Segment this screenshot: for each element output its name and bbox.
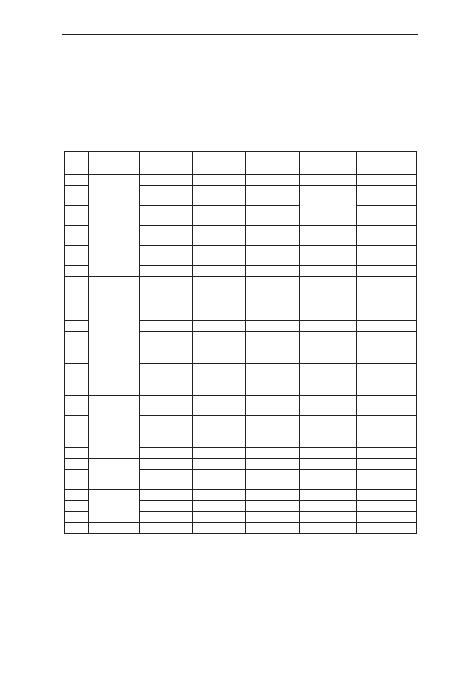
cell-name bbox=[140, 470, 193, 490]
cell-note bbox=[357, 175, 417, 186]
cell-no bbox=[65, 226, 89, 246]
cell-note bbox=[357, 364, 417, 396]
cell-current bbox=[246, 490, 300, 501]
cell-note bbox=[357, 226, 417, 246]
cell-position bbox=[89, 396, 140, 459]
cell-distance bbox=[193, 523, 246, 534]
cell-history bbox=[300, 266, 357, 277]
cell-name bbox=[140, 459, 193, 470]
cell-position bbox=[89, 490, 140, 523]
cell-current bbox=[246, 501, 300, 512]
cell-no bbox=[65, 501, 89, 512]
cell-note bbox=[357, 246, 417, 266]
cell-no bbox=[65, 512, 89, 523]
cell-no bbox=[65, 448, 89, 459]
cell-distance bbox=[193, 459, 246, 470]
cell-history bbox=[300, 321, 357, 332]
cell-note bbox=[357, 396, 417, 416]
history-table bbox=[64, 151, 417, 534]
col-header-position bbox=[89, 152, 140, 175]
cell-current bbox=[246, 206, 300, 226]
col-header-history bbox=[300, 152, 357, 175]
cell-note bbox=[357, 501, 417, 512]
cell-position bbox=[89, 277, 140, 396]
cell-distance bbox=[193, 448, 246, 459]
cell-current bbox=[246, 448, 300, 459]
cell-history bbox=[300, 332, 357, 364]
table-row bbox=[65, 396, 417, 416]
cell-history bbox=[300, 501, 357, 512]
cell-note bbox=[357, 523, 417, 534]
cell-no bbox=[65, 459, 89, 470]
cell-no bbox=[65, 175, 89, 186]
cell-name bbox=[140, 277, 193, 321]
cell-distance bbox=[193, 175, 246, 186]
cell-current bbox=[246, 277, 300, 321]
cell-position bbox=[89, 523, 140, 534]
cell-history bbox=[300, 396, 357, 416]
cell-name bbox=[140, 448, 193, 459]
cell-no bbox=[65, 490, 89, 501]
col-header-distance bbox=[193, 152, 246, 175]
cell-distance bbox=[193, 277, 246, 321]
cell-history bbox=[300, 459, 357, 470]
table-body bbox=[65, 175, 417, 534]
cell-history bbox=[300, 490, 357, 501]
cell-history bbox=[300, 277, 357, 321]
cell-distance bbox=[193, 206, 246, 226]
cell-note bbox=[357, 266, 417, 277]
cell-name bbox=[140, 416, 193, 448]
cell-name bbox=[140, 186, 193, 206]
cell-history bbox=[300, 448, 357, 459]
cell-no bbox=[65, 364, 89, 396]
cell-distance bbox=[193, 501, 246, 512]
cell-distance bbox=[193, 396, 246, 416]
cell-name bbox=[140, 501, 193, 512]
cell-name bbox=[140, 512, 193, 523]
cell-distance bbox=[193, 266, 246, 277]
cell-no bbox=[65, 206, 89, 226]
cell-no bbox=[65, 470, 89, 490]
cell-history bbox=[300, 226, 357, 246]
cell-note bbox=[357, 490, 417, 501]
cell-no bbox=[65, 266, 89, 277]
col-header-no bbox=[65, 152, 89, 175]
cell-history bbox=[300, 246, 357, 266]
table-row bbox=[65, 175, 417, 186]
cell-position bbox=[89, 459, 140, 490]
cell-distance bbox=[193, 186, 246, 206]
cell-current bbox=[246, 226, 300, 246]
table-header-row bbox=[65, 152, 417, 175]
cell-history bbox=[300, 364, 357, 396]
cell-current bbox=[246, 186, 300, 206]
cell-name bbox=[140, 364, 193, 396]
cell-name bbox=[140, 332, 193, 364]
cell-note bbox=[357, 332, 417, 364]
cell-distance bbox=[193, 470, 246, 490]
cell-name bbox=[140, 175, 193, 186]
cell-current bbox=[246, 459, 300, 470]
cell-name bbox=[140, 396, 193, 416]
cell-current bbox=[246, 396, 300, 416]
cell-current bbox=[246, 332, 300, 364]
cell-no bbox=[65, 246, 89, 266]
cell-history bbox=[300, 512, 357, 523]
cell-current bbox=[246, 175, 300, 186]
cell-note bbox=[357, 448, 417, 459]
cell-history bbox=[300, 470, 357, 490]
table-row bbox=[65, 490, 417, 501]
cell-history bbox=[300, 523, 357, 534]
cell-note bbox=[357, 206, 417, 226]
header-rule bbox=[62, 34, 418, 35]
cell-distance bbox=[193, 246, 246, 266]
cell-distance bbox=[193, 226, 246, 246]
cell-distance bbox=[193, 332, 246, 364]
cell-no bbox=[65, 416, 89, 448]
col-header-name bbox=[140, 152, 193, 175]
table-row bbox=[65, 523, 417, 534]
cell-name bbox=[140, 321, 193, 332]
cell-name bbox=[140, 523, 193, 534]
cell-current bbox=[246, 246, 300, 266]
cell-history bbox=[300, 186, 357, 226]
cell-no bbox=[65, 396, 89, 416]
cell-name bbox=[140, 226, 193, 246]
cell-current bbox=[246, 321, 300, 332]
col-header-current bbox=[246, 152, 300, 175]
cell-note bbox=[357, 321, 417, 332]
cell-no bbox=[65, 332, 89, 364]
cell-no bbox=[65, 277, 89, 321]
cell-distance bbox=[193, 364, 246, 396]
cell-no bbox=[65, 523, 89, 534]
cell-current bbox=[246, 416, 300, 448]
cell-note bbox=[357, 416, 417, 448]
cell-name bbox=[140, 246, 193, 266]
cell-note bbox=[357, 512, 417, 523]
cell-history bbox=[300, 416, 357, 448]
cell-note bbox=[357, 277, 417, 321]
cell-note bbox=[357, 459, 417, 470]
table-row bbox=[65, 277, 417, 321]
cell-distance bbox=[193, 490, 246, 501]
cell-no bbox=[65, 321, 89, 332]
cell-current bbox=[246, 512, 300, 523]
cell-name bbox=[140, 490, 193, 501]
cell-distance bbox=[193, 416, 246, 448]
cell-current bbox=[246, 266, 300, 277]
cell-note bbox=[357, 470, 417, 490]
cell-distance bbox=[193, 321, 246, 332]
cell-current bbox=[246, 470, 300, 490]
cell-note bbox=[357, 186, 417, 206]
cell-name bbox=[140, 206, 193, 226]
cell-no bbox=[65, 186, 89, 206]
col-header-note bbox=[357, 152, 417, 175]
table-row bbox=[65, 459, 417, 470]
cell-distance bbox=[193, 512, 246, 523]
cell-current bbox=[246, 523, 300, 534]
cell-name bbox=[140, 266, 193, 277]
cell-position bbox=[89, 175, 140, 277]
cell-history bbox=[300, 175, 357, 186]
cell-current bbox=[246, 364, 300, 396]
